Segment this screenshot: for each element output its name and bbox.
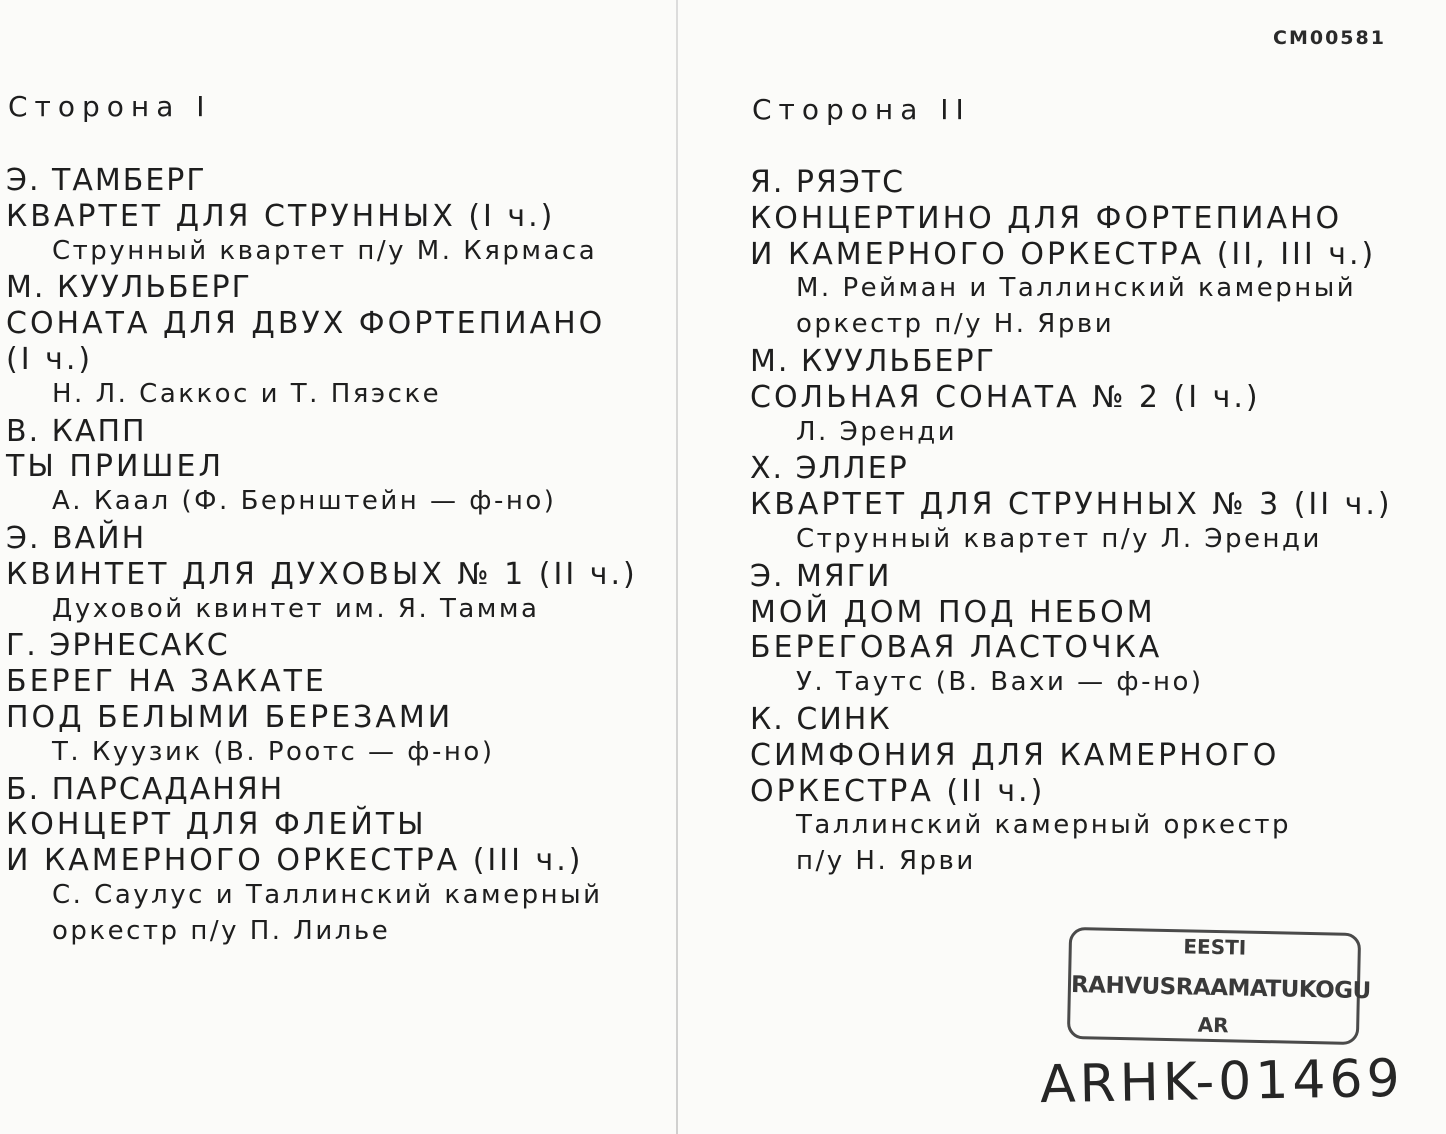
- stamp-line-1: EESTI: [1173, 934, 1256, 960]
- composer-line: Б. ПАРСАДАНЯН: [6, 771, 285, 807]
- work-line: КОНЦЕРТИНО ДЛЯ ФОРТЕПИАНО: [750, 200, 1343, 236]
- work-line: И КАМЕРНОГО ОРКЕСТРА (III ч.): [6, 843, 584, 879]
- work-line: КВАРТЕТ ДЛЯ СТРУННЫХ (I ч.): [6, 198, 556, 234]
- composer-line: М. КУУЛЬБЕРГ: [6, 270, 252, 306]
- composer-line: Э. МЯГИ: [750, 558, 892, 594]
- catalog-number: СМ00581: [1273, 27, 1386, 49]
- performer-line: Струнный квартет п/у М. Кярмаса: [52, 235, 598, 266]
- performer-line: С. Саулус и Таллинский камерный: [52, 880, 603, 910]
- composer-line: В. КАПП: [6, 413, 147, 449]
- composer-line: Г. ЭРНЕСАКС: [6, 628, 230, 664]
- performer-line: У. Таутс (В. Вахи — ф-но): [796, 667, 1204, 698]
- performer-line: Таллинский камерный оркестр: [796, 810, 1292, 841]
- work-line: ТЫ ПРИШЕЛ: [6, 449, 225, 485]
- performer-line: М. Рейман и Таллинский камерный: [796, 273, 1357, 304]
- work-line: ПОД БЕЛЫМИ БЕРЕЗАМИ: [6, 700, 454, 735]
- work-line: СИМФОНИЯ ДЛЯ КАМЕРНОГО: [750, 737, 1280, 773]
- composer-line: К. СИНК: [750, 702, 892, 737]
- composer-line: Э. ТАМБЕРГ: [6, 163, 207, 198]
- work-line: КВАРТЕТ ДЛЯ СТРУННЫХ № 3 (II ч.): [750, 487, 1393, 523]
- work-line: (I ч.): [6, 342, 94, 377]
- work-line: БЕРЕГ НА ЗАКАТЕ: [6, 664, 327, 700]
- composer-line: Х. ЭЛЛЕР: [750, 451, 909, 487]
- composer-line: М. КУУЛЬБЕРГ: [750, 344, 996, 379]
- performer-line: Струнный квартет п/у Л. Эренди: [796, 524, 1322, 554]
- performer-line: Т. Куузик (В. Роотс — ф-но): [52, 736, 495, 767]
- performer-line: Н. Л. Саккос и Т. Пяэске: [52, 378, 442, 409]
- composer-line: Я. РЯЭТС: [750, 165, 906, 200]
- library-stamp: [1067, 927, 1371, 1045]
- work-line: СОНАТА ДЛЯ ДВУХ ФОРТЕПИАНО: [6, 306, 606, 342]
- performer-line: п/у Н. Ярви: [796, 846, 976, 877]
- handwritten-archive-code: ARHK-01469: [1039, 1048, 1405, 1116]
- side-two-heading: Сторона II: [752, 93, 971, 126]
- stamp-line-2: RAHVUSRAAMATUKOGU: [1070, 972, 1371, 1005]
- work-line: БЕРЕГОВАЯ ЛАСТОЧКА: [750, 630, 1163, 666]
- composer-line: Э. ВАЙН: [6, 521, 147, 556]
- side-one-heading: Сторона I: [8, 90, 212, 123]
- performer-line: Л. Эренди: [796, 416, 958, 447]
- performer-line: оркестр п/у Н. Ярви: [796, 309, 1115, 340]
- work-line: КОНЦЕРТ ДЛЯ ФЛЕЙТЫ: [6, 807, 427, 843]
- work-line: ОРКЕСТРА (II ч.): [750, 773, 1046, 809]
- work-line: МОЙ ДОМ ПОД НЕБОМ: [750, 594, 1156, 630]
- performer-line: А. Каал (Ф. Бернштейн — ф-но): [52, 486, 557, 517]
- work-line: КВИНТЕТ ДЛЯ ДУХОВЫХ № 1 (II ч.): [6, 556, 638, 592]
- work-line: СОЛЬНАЯ СОНАТА № 2 (I ч.): [750, 379, 1261, 415]
- performer-line: оркестр п/у П. Лилье: [52, 915, 391, 946]
- stamp-line-3: AR: [1187, 1012, 1238, 1037]
- performer-line: Духовой квинтет им. Я. Тамма: [52, 593, 540, 624]
- fold-line: [676, 0, 678, 1134]
- work-line: И КАМЕРНОГО ОРКЕСТРА (II, III ч.): [750, 236, 1377, 272]
